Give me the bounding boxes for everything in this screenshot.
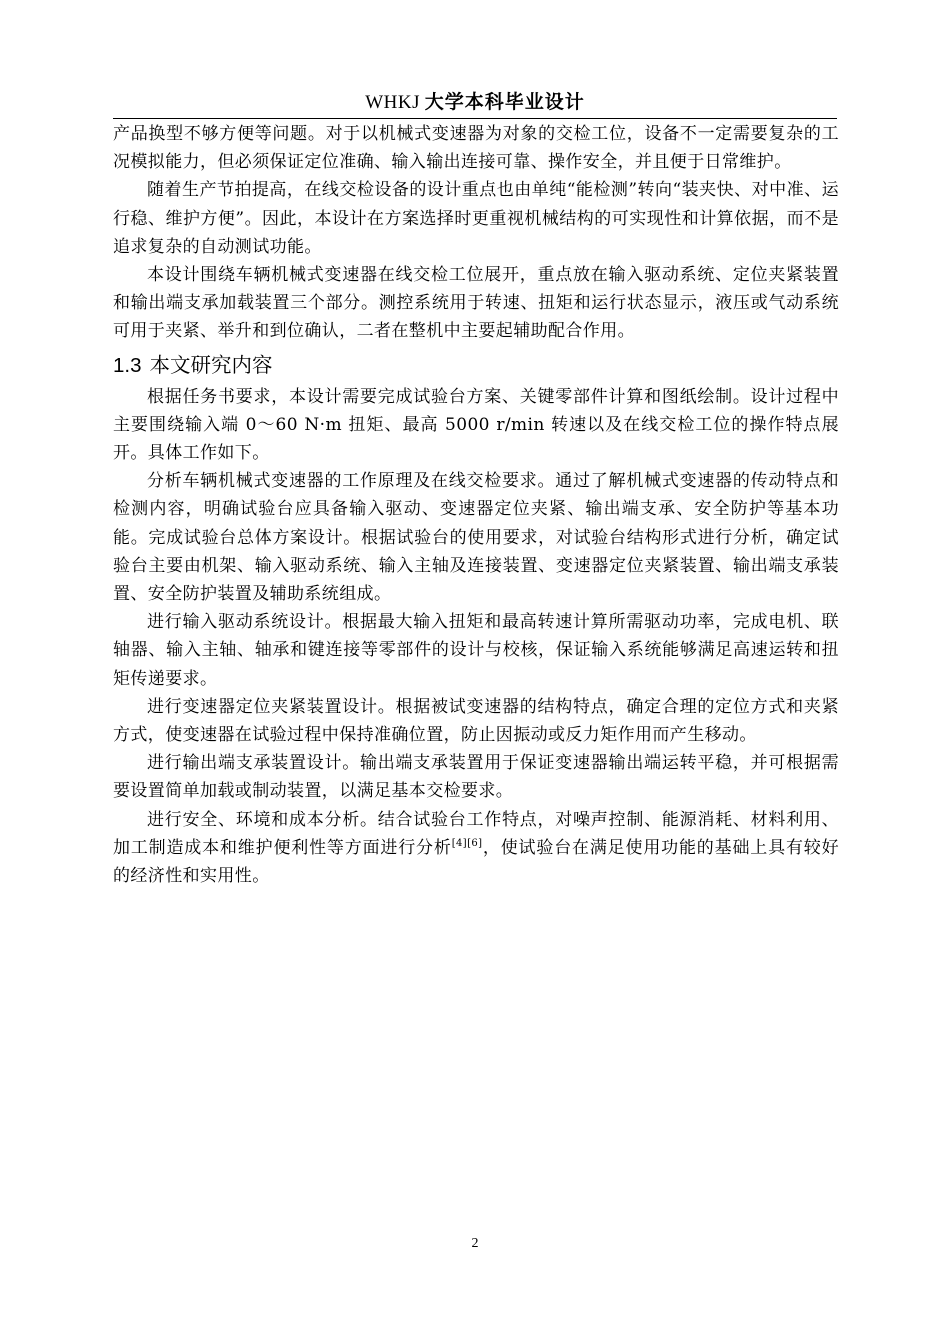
section-number: 1.3 bbox=[113, 353, 142, 377]
page-number: 2 bbox=[471, 1236, 479, 1251]
paragraph: 随着生产节拍提高，在线交检设备的设计重点也由单纯“能检测”转向“装夹快、对中准、运行稳、维护方便”。因此，本设计在方案选择时更重视机械结构的可实现性和计算依据，而不是追求复杂的自动测试功能。 bbox=[113, 180, 839, 257]
paragraph-with-citation bbox=[113, 806, 839, 891]
paragraph: 本设计围绕车辆机械式变速器在线交检工位展开，重点放在输入驱动系统、定位夹紧装置和输出端支承加载装置三个部分。测控系统用于转速、扭矩和运行状态显示，液压或气动系统可用于夹紧、举升和到位确认，二者在整机中主要起辅助配合作用。 bbox=[113, 265, 839, 342]
paragraph: 分析车辆机械式变速器的工作原理及在线交检要求。通过了解机械式变速器的传动特点和检测内容，明确试验台应具备输入驱动、变速器定位夹紧、输出端支承、安全防护等基本功能。完成试验台总体方案设计。根据试验台的使用要求，对试验台结构形式进行分析，确定试验台主要由机架、输入驱动系统、输入主轴及连接装置、变速器定位夹紧装置、输出端支承装置、安全防护装置及辅助系统组成。 bbox=[113, 471, 839, 605]
header-code: WHKJ bbox=[365, 92, 420, 113]
paragraph-text: ，使试验台在满足使用功能的基础上具有较好的经济性和实用性。 bbox=[113, 837, 839, 887]
citation-reference: [4][6] bbox=[451, 837, 483, 849]
page-header bbox=[113, 88, 837, 119]
paragraph: 进行输出端支承装置设计。输出端支承装置用于保证变速器输出端运转平稳，并可根据需要设置简单加载或制动装置，以满足基本交检要求。 bbox=[113, 753, 839, 802]
document-body bbox=[113, 120, 839, 890]
header-title: 大学本科毕业设计 bbox=[424, 91, 585, 113]
paragraph-continued: 产品换型不够方便等问题。对于以机械式变速器为对象的交检工位，设备不一定需要复杂的工况模拟能力，但必须保证定位准确、输入输出连接可靠、操作安全，并且便于日常维护。 bbox=[113, 124, 839, 173]
paragraph: 根据任务书要求，本设计需要完成试验台方案、关键零部件计算和图纸绘制。设计过程中主要围绕输入端 0～60 N·m 扭矩、最高 5000 r/min 转速以及在线交检工位的操作特点展开。具体工作如下。 bbox=[113, 386, 839, 464]
paragraph: 进行输入驱动系统设计。根据最大输入扭矩和最高转速计算所需驱动功率，完成电机、联轴器、输入主轴、轴承和键连接等零部件的设计与校核，保证输入系统能够满足高速运转和扭矩传递要求。 bbox=[113, 612, 839, 689]
section-heading bbox=[113, 350, 839, 381]
section-title: 本文研究内容 bbox=[149, 352, 273, 377]
paragraph: 进行变速器定位夹紧装置设计。根据被试变速器的结构特点，确定合理的定位方式和夹紧方式，使变速器在试验过程中保持准确位置，防止因振动或反力矩作用而产生移动。 bbox=[113, 696, 839, 746]
paragraph-text: 进行安全、环境和成本分析。结合试验台工作特点，对噪声控制、能源消耗、材料利用、加工制造成本和维护便利性等方面进行分析 bbox=[113, 809, 839, 858]
